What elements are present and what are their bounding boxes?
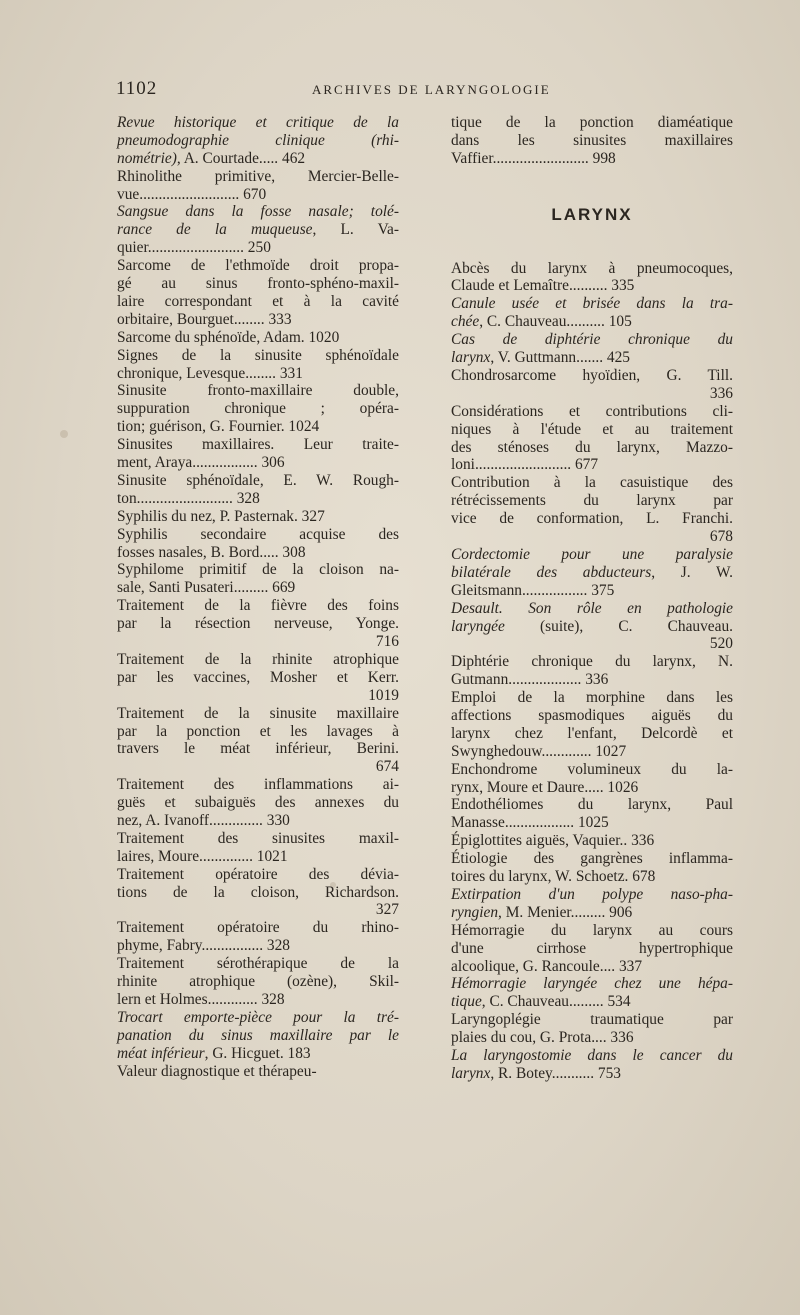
index-entry-line: nez, A. Ivanoff.............. 330 (117, 811, 290, 829)
index-entry (451, 1047, 733, 1083)
index-entry-line: tique de la ponction diaméatique (451, 114, 733, 131)
index-entry-line: 716 (375, 633, 399, 651)
index-entry-line: ryngien, M. Menier......... 906 (451, 903, 633, 921)
index-entry-line: Traitement de la rhinite atrophique (117, 650, 399, 668)
index-entry-line: laires, Moure.............. 1021 (117, 847, 288, 865)
index-entry-line: Gleitsmann................. 375 (451, 581, 615, 599)
index-entry-line: par les vaccines, Mosher et Kerr. (117, 668, 399, 686)
page-number: 1102 (116, 78, 158, 99)
index-entry-line: Syphilis du nez, P. Pasternak. 327 (117, 507, 325, 525)
index-entry-line: Chondrosarcome hyoïdien, G. Till. (451, 366, 733, 384)
index-entry-line: Sinusite sphénoïdale, E. W. Rough- (117, 471, 399, 489)
index-entry-line: Laryngoplégie traumatique par (451, 1011, 733, 1029)
index-entry-line: Vaffier......................... 998 (451, 149, 616, 167)
index-entry-line: laire correspondant et à la cavité (117, 292, 399, 310)
index-entry-line: Traitement des inflammations ai- (117, 776, 399, 794)
index-entry-line: Hémorragie du larynx au cours (451, 921, 733, 939)
index-entry-line: Sinusites maxillaires. Leur traite- (117, 436, 399, 454)
index-entry (117, 597, 399, 651)
index-entry (117, 955, 399, 1009)
index-entry-line: Traitement sérothérapique de la (117, 955, 399, 973)
index-entry-line: par la ponction et les lavages à (117, 722, 399, 740)
index-entry-line: vue.......................... 670 (117, 185, 267, 203)
index-entry (451, 689, 733, 761)
index-entry (117, 382, 399, 436)
index-entry-line: 1019 (368, 686, 399, 704)
index-entry-line: La laryngostomie dans le cancer du (451, 1047, 733, 1065)
index-entry-line: Sinusite fronto-maxillaire double, (117, 382, 399, 400)
index-entry (451, 114, 733, 168)
index-entry-line: ton......................... 328 (117, 489, 260, 507)
index-entry-line: Considérations et contributions cli- (451, 402, 733, 420)
index-entry-line: rhinite atrophique (ozène), Skil- (117, 973, 399, 991)
index-entry-line: Syphilome primitif de la cloison na- (117, 561, 399, 579)
index-entry-line: rance de la muqueuse, L. Va- (117, 221, 399, 239)
index-entry-line: Emploi de la morphine dans les (451, 689, 733, 707)
index-entry-line: pneumodographie clinique (rhi- (117, 131, 399, 149)
index-entry (117, 651, 399, 705)
index-entry-line: Contribution à la casuistique des (451, 474, 733, 492)
index-entry (117, 705, 399, 777)
index-entry (451, 832, 733, 850)
index-entry-line: Trocart emporte-pièce pour la tré- (117, 1008, 399, 1026)
index-entry-line: alcoolique, G. Rancoule.... 337 (451, 957, 643, 975)
index-entry-line: toires du larynx, W. Schoetz. 678 (451, 868, 656, 886)
index-entry (117, 436, 399, 472)
index-entry-line: travers le méat inférieur, Berini. (117, 740, 399, 758)
section-heading-larynx: LARYNX (551, 204, 633, 224)
index-entry-line: fosses nasales, B. Bord..... 308 (117, 543, 306, 561)
index-entry-line: Sarcome de l'ethmoïde droit propa- (117, 257, 399, 275)
index-entry-line: Traitement de la sinusite maxillaire (117, 704, 399, 722)
index-entry-line: Abcès du larynx à pneumocoques, (451, 259, 733, 277)
index-entry-line: dans les sinusites maxillaires (451, 131, 733, 149)
index-entry-line: Sangsue dans la fosse nasale; tolé- (117, 203, 399, 221)
index-entry (117, 830, 399, 866)
continued-entries (451, 114, 733, 168)
index-entry (451, 600, 733, 654)
index-entry (451, 796, 733, 832)
index-entry-line: suppuration chronique ; opéra- (117, 400, 399, 418)
index-entry-line: Desault. Son rôle en pathologie (451, 599, 733, 617)
left-index-column (117, 114, 399, 1080)
index-entry (117, 203, 399, 257)
index-entry-line: Épiglottites aiguës, Vaquier.. 336 (451, 832, 655, 850)
index-entry-line: quier......................... 250 (117, 239, 271, 257)
index-entry-line: 674 (375, 758, 399, 776)
index-entry-line: Signes de la sinusite sphénoïdale (117, 346, 399, 364)
index-entry-line: Swynghedouw............. 1027 (451, 742, 627, 760)
index-entry (117, 114, 399, 168)
index-entry-line: 336 (709, 384, 733, 402)
index-entry-line: laryngée (suite), C. Chauveau. (451, 617, 733, 635)
index-entry-line: Syphilis secondaire acquise des (117, 525, 399, 543)
index-entry (451, 331, 733, 367)
index-entry (451, 886, 733, 922)
index-entry (451, 850, 733, 886)
index-entry-line: Traitement de la fièvre des foins (117, 597, 399, 615)
index-entry-line: d'une cirrhose hypertrophique (451, 939, 733, 957)
index-entry-line: panation du sinus maxillaire par le (117, 1026, 399, 1044)
index-entry-line: phyme, Fabry................ 328 (117, 937, 290, 955)
index-entry (117, 561, 399, 597)
index-entry (117, 168, 399, 204)
index-entry-line: Diphtérie chronique du larynx, N. (451, 653, 733, 671)
index-entry-line: sale, Santi Pusateri......... 669 (117, 579, 296, 597)
index-entry (451, 761, 733, 797)
index-entry-line: Traitement opératoire des dévia- (117, 865, 399, 883)
index-entry (451, 653, 733, 689)
index-entry-line: 678 (709, 528, 733, 546)
running-title: ARCHIVES DE LARYNGOLOGIE (312, 82, 551, 97)
index-entry (451, 474, 733, 546)
index-entry-line: loni......................... 677 (451, 456, 599, 474)
paper-stain (60, 430, 68, 438)
index-entry-line: larynx chez l'enfant, Delcordè et (451, 724, 733, 742)
index-entry-line: guës et subaiguës des annexes du (117, 794, 399, 812)
index-entry-line: Cas de diphtérie chronique du (451, 331, 733, 349)
index-entry (117, 526, 399, 562)
index-entry-line: tions de la cloison, Richardson. (117, 883, 399, 901)
index-entry-line: Valeur diagnostique et thérapeu- (117, 1062, 317, 1080)
index-entry-line: bilatérale des abducteurs, J. W. (451, 563, 734, 581)
index-entry-line: Cordectomie pour une paralysie (451, 545, 733, 563)
index-entry-line: des sténoses du larynx, Mazzo- (451, 438, 733, 456)
index-entry (451, 922, 733, 976)
index-entry-line: Sarcome du sphénoïde, Adam. 1020 (117, 328, 340, 346)
index-entry-line: Revue historique et critique de la (117, 114, 399, 131)
index-entry (451, 403, 733, 475)
index-entry-line: orbitaire, Bourguet........ 333 (117, 310, 292, 328)
index-entry-line: affections spasmodiques aiguës du (451, 707, 733, 724)
index-entry (117, 472, 399, 508)
right-index-column (451, 114, 733, 1083)
index-entry-line: Enchondrome volumineux du la- (451, 760, 733, 778)
index-entry (117, 257, 399, 329)
index-entry-line: 327 (375, 901, 399, 919)
index-entry-line: larynx, R. Botey........... 753 (451, 1064, 622, 1082)
index-entry (451, 1011, 733, 1047)
index-entry-line: larynx, V. Guttmann....... 425 (451, 349, 630, 367)
index-entry-line: tion; guérison, G. Fournier. 1024 (117, 418, 320, 436)
index-entry (117, 347, 399, 383)
index-entry-line: méat inférieur, G. Hicguet. 183 (117, 1044, 311, 1062)
index-entry-line: Traitement opératoire du rhino- (117, 919, 399, 937)
index-entry (117, 866, 399, 920)
index-entry-line: niques à l'étude et au traitement (451, 420, 733, 438)
index-entry-line: Canule usée et brisée dans la tra- (451, 295, 733, 313)
index-entry-line: chronique, Levesque........ 331 (117, 364, 303, 382)
index-entry-line: tique, C. Chauveau......... 534 (451, 993, 631, 1011)
index-entry (117, 508, 399, 526)
index-entry (451, 975, 733, 1011)
larynx-entries (451, 260, 733, 1083)
index-entry (451, 546, 733, 600)
index-entry-line: Claude et Lemaître.......... 335 (451, 277, 635, 295)
index-entry-line: Endothéliomes du larynx, Paul (451, 796, 733, 814)
index-entry (117, 919, 399, 955)
index-entry-line: plaies du cou, G. Prota.... 336 (451, 1029, 634, 1047)
index-entry-line: lern et Holmes............. 328 (117, 990, 285, 1008)
index-entry-line: Étiologie des gangrènes inflamma- (451, 850, 733, 868)
running-head (116, 78, 716, 100)
index-entry-line: Gutmann................... 336 (451, 671, 609, 689)
index-entry-line: nométrie), A. Courtade..... 462 (117, 149, 306, 167)
index-entry-line: Manasse.................. 1025 (451, 814, 609, 832)
index-entry-line: par la résection nerveuse, Yonge. (117, 615, 399, 633)
index-entry-line: 520 (709, 635, 733, 653)
index-entry (451, 367, 733, 403)
index-entry (117, 776, 399, 830)
index-entry-line: ment, Araya................. 306 (117, 454, 285, 472)
index-entry (451, 295, 733, 331)
index-entry-line: Traitement des sinusites maxil- (117, 829, 399, 847)
index-entry-line: Hémorragie laryngée chez une hépa- (451, 975, 733, 993)
index-entry (451, 260, 733, 296)
index-entry (117, 1063, 399, 1081)
index-entry-line: rynx, Moure et Daure..... 1026 (451, 778, 639, 796)
index-entry-line: rétrécissements du larynx par (451, 492, 733, 510)
index-entry (117, 329, 399, 347)
index-entry-line: Extirpation d'un polype naso-pha- (451, 885, 733, 903)
index-entry-line: Rhinolithe primitive, Mercier-Belle- (117, 167, 399, 185)
index-entry-line: vice de conformation, L. Franchi. (451, 510, 733, 528)
index-entry-line: chée, C. Chauveau.......... 105 (451, 313, 632, 331)
index-entry (117, 1009, 399, 1063)
index-entry-line: gé au sinus fronto-sphéno-maxil- (117, 275, 399, 293)
